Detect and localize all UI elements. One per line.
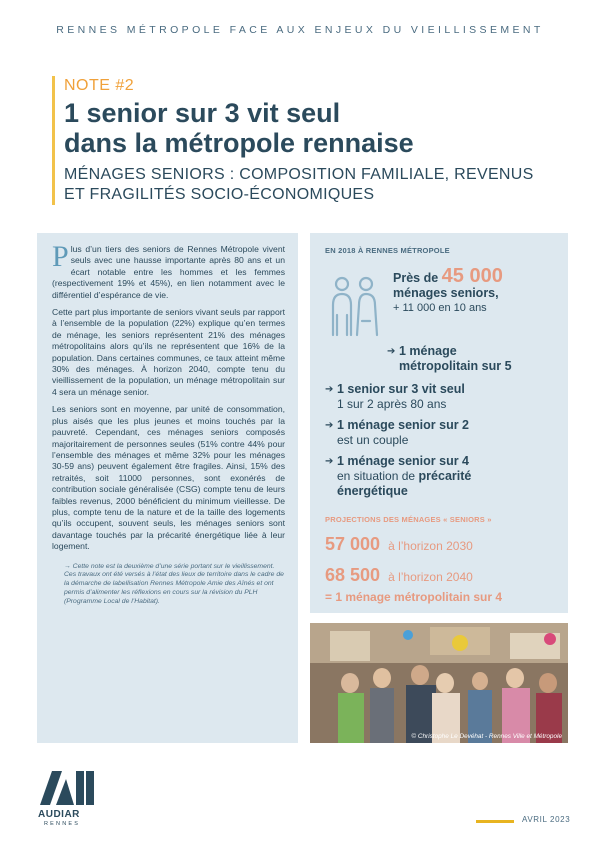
- photo-illustration: [310, 623, 568, 743]
- projections-label: PROJECTIONS DES MÉNAGES « SENIORS »: [325, 515, 492, 524]
- fact-one-in-five: [387, 344, 558, 374]
- fact-lives-alone: [325, 382, 558, 412]
- drop-cap: P: [52, 240, 69, 273]
- projection-2040-value: 68 500: [325, 565, 381, 585]
- projection-2030-value: 57 000: [325, 534, 381, 554]
- paragraph-3: Les seniors sont en moyenne, par unité de consommation, plus aisés que les plus jeunes et moins touchés par la pauvreté. Cependant, ces ménages seniors composés majoritairement de personnes seules (51% contre 44% pour l’ensemble des ménages et même 32% pour les ménages 30-59 ans) peuvent également être fragiles. Ainsi, 15% des retraités, soit 11000 personnes, sont exonérés de contribution sociale généralisée (CSG) compte tenu de leurs faibles revenus, 2000 bénéficient du minimum vieillesse. De plus, compte tenu de la nature et de la taille des logements qu’ils occupent, souvent seuls, les ménages seniors sont davantage touchés par la précarité énergétique liée à leur logement.: [52, 404, 285, 552]
- footnote: [52, 563, 285, 607]
- paragraph-2: Cette part plus importante de seniors vivant seuls par rapport à l’ensemble de la population (22%) explique qu’en termes de ménage, les seniors représentent 21% des ménages métropolitains alors qu’ils ne représentent que 16% de la population. Dans certaines communes, ce taux atteint même 30% des ménages. À horizon 2040, compte tenu du vieillissement de la population, un ménage métropolitain sur 4 sera un ménage senior.: [52, 307, 285, 397]
- paragraph-1-text: lus d’un tiers des seniors de Rennes Métropole vivent seuls avec une hausse importante après 80 ans et un écart notable entre les hommes et les femmes (respectivement 19% et 45%), en lien notamment avec le différentiel d’espérance de vie.: [52, 244, 285, 300]
- fact-energy-poverty-emphasis: précarité: [418, 469, 472, 483]
- projection-2030-label: à l’horizon 2030: [388, 539, 473, 553]
- fact-one-in-five-line-2: métropolitain sur 5: [399, 359, 512, 373]
- projection-ratio: = 1 ménage métropolitain sur 4: [325, 590, 503, 604]
- households-label: ménages seniors,: [393, 286, 499, 300]
- fact-energy-poverty-line-1: 1 ménage senior sur 4: [337, 454, 470, 468]
- projection-2030: [325, 534, 558, 555]
- arrow-icon: ➔: [325, 420, 334, 431]
- subtitle-line-1: MÉNAGES SENIORS : COMPOSITION FAMILIALE, REVENUS: [64, 166, 534, 183]
- arrow-icon: ➔: [325, 456, 334, 467]
- page-title: [64, 98, 572, 158]
- households-figure: [393, 265, 503, 339]
- body-text-panel: [37, 233, 298, 743]
- arrow-icon: ➔: [325, 384, 334, 395]
- fact-couple-line-2: est un couple: [337, 433, 409, 447]
- logo-subtitle: RENNES: [44, 821, 81, 827]
- photo-credit: © Christophe Le Devéhat - Rennes Ville et Métropole: [411, 733, 562, 740]
- households-count: 45 000: [441, 265, 503, 287]
- subtitle-line-2: ET FRAGILITÉS SOCIO-ÉCONOMIQUES: [64, 186, 375, 203]
- series-header: RENNES MÉTROPOLE FACE AUX ENJEUX DU VIEILLISSEMENT: [56, 24, 544, 36]
- logo-name: AUDIAR: [38, 809, 80, 820]
- fact-lives-alone-line-1: 1 senior sur 3 vit seul: [337, 382, 465, 396]
- elderly-couple-icon: [325, 275, 383, 339]
- key-figures-label: EN 2018 À RENNES MÉTROPOLE: [325, 246, 450, 255]
- projection-2040-label: à l’horizon 2040: [388, 570, 473, 584]
- publication-date: AVRIL 2023: [522, 815, 571, 824]
- main-stat: [325, 265, 558, 339]
- fact-energy-poverty-line-2: en situation de: [337, 469, 416, 483]
- fact-energy-poverty-line-3: énergétique: [337, 484, 408, 498]
- fact-lives-alone-line-2: 1 sur 2 après 80 ans: [337, 397, 447, 411]
- paragraph-1: [52, 240, 285, 301]
- fact-couple: [325, 418, 558, 448]
- title-line-2: dans la métropole rennaise: [64, 128, 414, 158]
- photo-seniors-dancing: [310, 623, 568, 743]
- key-figures-panel: [310, 233, 568, 613]
- projection-2040: [325, 565, 558, 586]
- pres-de-text: Près de: [393, 271, 439, 285]
- fact-one-in-five-line-1: 1 ménage: [399, 344, 457, 358]
- title-line-1: 1 senior sur 3 vit seul: [64, 98, 341, 128]
- fact-couple-line-1: 1 ménage senior sur 2: [337, 418, 470, 432]
- footnote-text: → Cette note est la deuxième d’une série portant sur le vieillissement. Ces travaux ont été versés à l’état des lieux de territoire dans le cadre de la démarche de labellisation Rennes Métropole Amie des Aînés et ont permis d’alimenter les réflexions en cours sur la révision du PLH (Programme Local de l’Habitat).: [64, 562, 284, 605]
- date-rule: [476, 820, 514, 823]
- households-increase: + 11 000 en 10 ans: [393, 302, 487, 314]
- arrow-icon: ➔: [387, 346, 396, 357]
- note-label: NOTE #2: [64, 77, 135, 94]
- fact-energy-poverty: [325, 454, 558, 499]
- subtitle: [64, 165, 572, 205]
- title-block: [52, 76, 572, 205]
